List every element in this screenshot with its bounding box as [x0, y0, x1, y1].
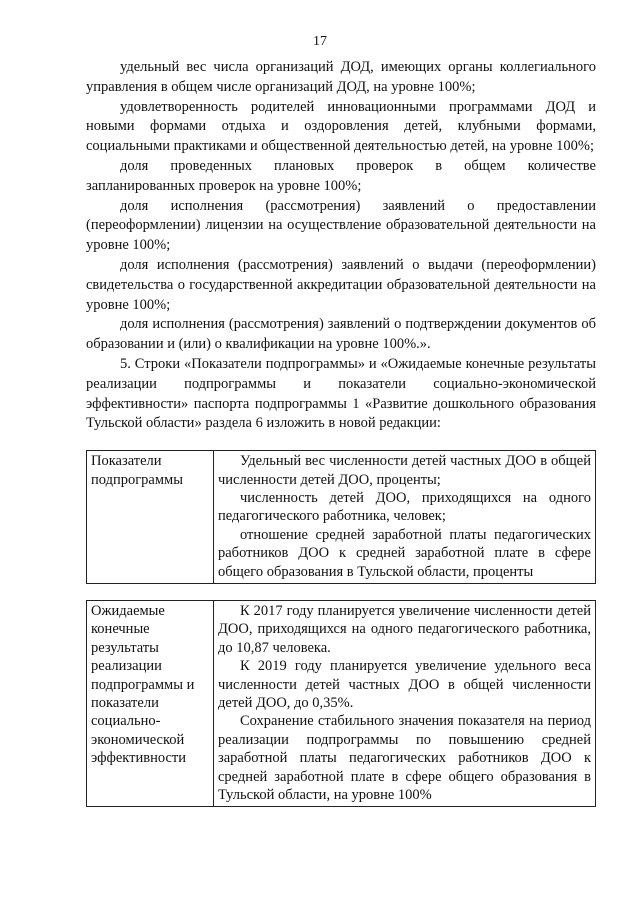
indicators-row: [87, 451, 596, 584]
document-body: [86, 58, 596, 807]
result-item: К 2017 году планируется увеличение численности детей ДОО, приходящихся на одного педагогического работника, до 10,87 человека.: [218, 602, 591, 656]
indicators-table: [86, 450, 596, 584]
paragraph-5: доля исполнения (рассмотрения) заявлений о выдачи (переоформлении) свидетельства о государственной аккредитации образовательной деятельности на уровне 100%;: [86, 256, 596, 313]
result-item: Сохранение стабильного значения показателя на период реализации подпрограммы по повышению средней заработной платы педагогических работников ДОО к средней заработной плате в сфере общего образования в Тульской области, на уровне 100%: [218, 713, 591, 804]
results-row: [87, 600, 596, 806]
results-table: [86, 600, 596, 807]
indicators-label: Показатели подпрограммы: [87, 451, 214, 584]
paragraph-4: доля исполнения (рассмотрения) заявлений о предоставлении (переоформлении) лицензии на осуществление образовательной деятельности на уровне 100%;: [86, 197, 596, 254]
results-content: [214, 600, 596, 806]
paragraph-2: удовлетворенность родителей инновационными программами ДОД и новыми формами отдыха и оздоровления детей, клубными формами, социальными практиками и общественной деятельностью детей, на уровне 100%;: [86, 98, 596, 155]
indicator-item: Удельный вес численности детей частных ДОО в общей численности детей ДОО, проценты;: [218, 453, 591, 488]
page-number: 17: [313, 34, 327, 49]
paragraph-7: 5. Строки «Показатели подпрограммы» и «Ожидаемые конечные результаты реализации подпрограммы и показатели социально-экономической эффективности» паспорта подпрограммы 1 «Развитие дошкольного образования Тульской области» раздела 6 изложить в новой редакции:: [86, 355, 596, 432]
indicator-item: численность детей ДОО, приходящихся на одного педагогического работника, человек;: [218, 489, 591, 525]
indicator-item: отношение средней заработной платы педагогических работников ДОО к средней заработной плате в сфере общего образования в Тульской области, проценты: [218, 526, 591, 580]
paragraph-6: доля исполнения (рассмотрения) заявлений о подтверждении документов об образовании и (или) о квалификации на уровне 100%.».: [86, 316, 596, 353]
result-item: К 2019 году планируется увеличение удельного веса численности детей частных ДОО в общей численности детей ДОО, до 0,35%.: [218, 658, 591, 712]
paragraph-1: удельный вес числа организаций ДОД, имеющих органы коллегиального управления в общем числе организаций ДОД, на уровне 100%;: [86, 59, 596, 95]
results-label: Ожидаемые конечные результаты реализации подпрограммы и показатели социально-экономической эффективности: [87, 600, 214, 806]
indicators-content: [214, 451, 596, 584]
paragraph-3: доля проведенных плановых проверок в общем количестве запланированных проверок на уровне 100%;: [86, 157, 596, 194]
